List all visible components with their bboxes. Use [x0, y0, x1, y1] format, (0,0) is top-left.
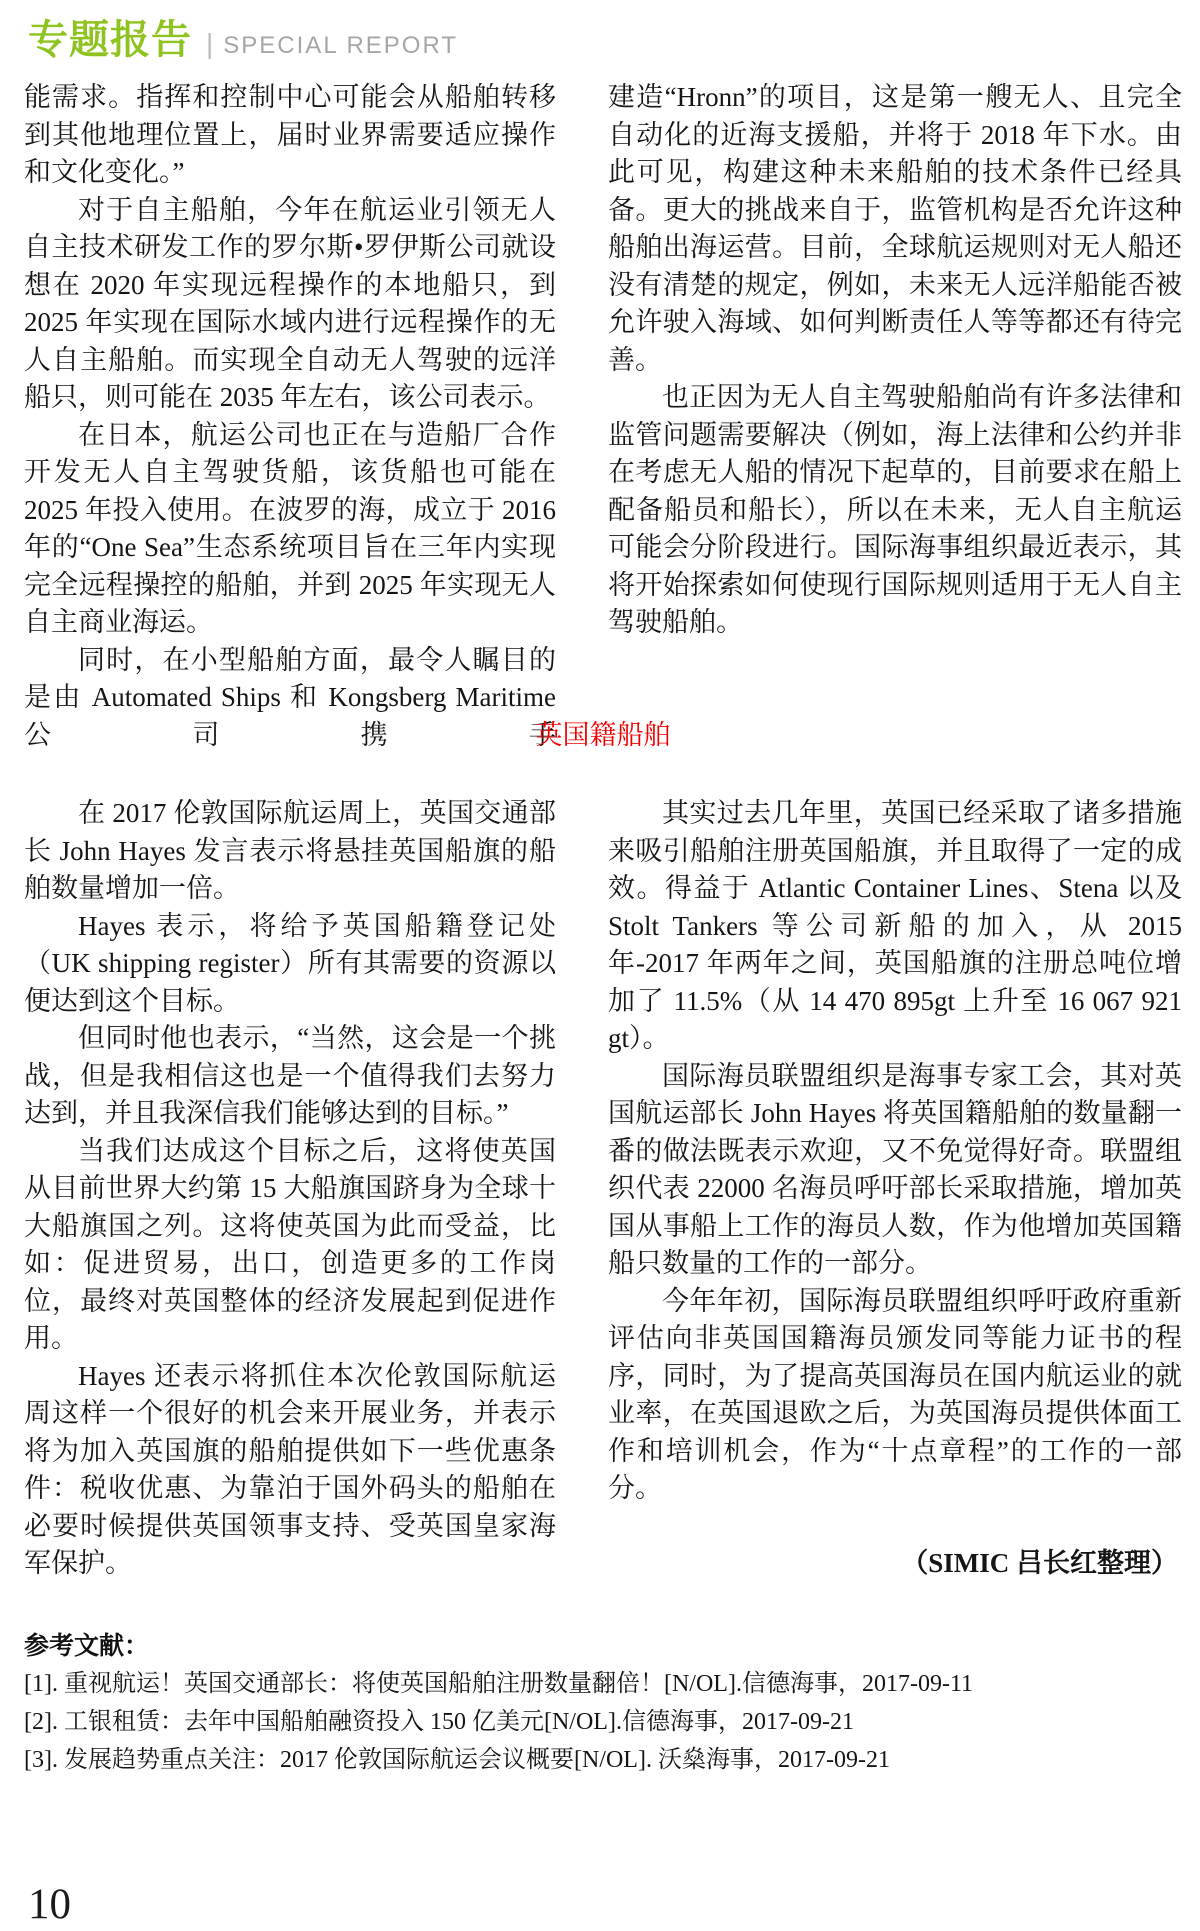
references: [24, 1627, 1182, 1779]
paragraph: Hayes 表示，将给予英国船籍登记处（UK shipping register）所有其需要的资源以便达到这个目标。: [24, 910, 556, 1016]
paragraph: 今年年初，国际海员联盟组织呼吁政府重新评估向非英国国籍海员颁发同等能力证书的程序，同时，为了提高英国海员在国内航运业的就业率，在英国退欧之后，为英国海员提供体面工作和培训机会，作为“十点章程”的工作的一部分。: [608, 1285, 1182, 1503]
reference-item: [1]. 重视航运！英国交通部长：将使英国船舶注册数量翻倍！[N/OL].信德海事，2017-09-11: [24, 1671, 974, 1697]
paragraph: 同时，在小型船舶方面，最令人瞩目的是由 Automated Ships 和 Kongsberg Maritime 公司携手: [24, 644, 556, 750]
paragraph: 其实过去几年里，英国已经采取了诸多措施来吸引船舶注册英国船旗，并且取得了一定的成效。得益于 Atlantic Container Lines、Stena 以及 Stolt Tankers 等公司新船的加入，从 2015 年-2017 年两年之间，英国船旗的注册总吨位增加了 11.5%（从 14 470 895gt 上升至 16 067 921 gt）。: [608, 798, 1182, 1053]
section2-left-column: [24, 795, 556, 1583]
paragraph: 能需求。指挥和控制中心可能会从船舶转移到其他地理位置上，届时业界需要适应操作和文化变化。”: [24, 82, 556, 187]
header-title-cn: 专题报告: [28, 18, 192, 62]
page-number: 10: [28, 1881, 71, 1928]
attribution: （SIMIC 吕长红整理）: [901, 1548, 1178, 1578]
references-list: [24, 1665, 1182, 1779]
section-heading: 英国籍船舶: [535, 720, 671, 750]
reference-item: [2]. 工银租赁：去年中国船舶融资投入 150 亿美元[N/OL].信德海事，2017-09-21: [24, 1709, 854, 1735]
section2-right-paragraphs: [608, 795, 1182, 1508]
paragraph: 当我们达成这个目标之后，这将使英国从目前世界大约第 15 大船旗国跻身为全球十大船旗国之列。这将使英国为此而受益，比如：促进贸易，出口，创造更多的工作岗位，最终对英国整体的经济发展起到促进作用。: [24, 1135, 556, 1353]
section1-right-column: [608, 79, 1182, 754]
reference-item: [3]. 发展趋势重点关注：2017 伦敦国际航运会议概要[N/OL]. 沃燊海事，2017-09-21: [24, 1747, 890, 1773]
paragraph: 建造“Hronn”的项目，这是第一艘无人、且完全自动化的近海支援船，并将于 2018 年下水。由此可见，构建这种未来船舶的技术条件已经具备。更大的挑战来自于，监管机构是否允许这种船舶出海运营。目前，全球航运规则对无人船还没有清楚的规定，例如，未来无人远洋船能否被允许驶入海域、如何判断责任人等等都还有待完善。: [608, 82, 1182, 375]
section1: [24, 79, 1182, 754]
page-header: [28, 8, 458, 65]
paragraph: 在 2017 伦敦国际航运周上，英国交通部长 John Hayes 发言表示将悬挂英国船旗的船舶数量增加一倍。: [24, 798, 556, 903]
paragraph: 但同时他也表示，“当然，这会是一个挑战，但是我相信这也是一个值得我们去努力达到，并且我深信我们能够达到的目标。”: [24, 1023, 556, 1128]
paragraph: 也正因为无人自主驾驶船舶尚有许多法律和监管问题需要解决（例如，海上法律和公约并非在考虑无人船的情况下起草的，目前要求在船上配备船员和船长），所以在未来，无人自主航运可能会分阶段进行。国际海事组织最近表示，其将开始探索如何使现行国际规则适用于无人自主驾驶船舶。: [608, 382, 1182, 637]
header-title-en: SPECIAL REPORT: [223, 32, 459, 59]
references-title: 参考文献：: [24, 1632, 150, 1660]
section2: [24, 795, 1182, 1583]
paragraph: 对于自主船舶，今年在航运业引领无人自主技术研发工作的罗尔斯•罗伊斯公司就设想在 2020 年实现远程操作的本地船只，到 2025 年实现在国际水域内进行远程操作的无人自主船舶。而实现全自动无人驾驶的远洋船只，则可能在 2035 年左右，该公司表示。: [24, 194, 556, 412]
paragraph: 在日本，航运公司也正在与造船厂合作开发无人自主驾驶货船，该货船也可能在 2025 年投入使用。在波罗的海，成立于 2016 年的“One Sea”生态系统项目旨在三年内实现完全远程操控的船舶，并到 2025 年实现无人自主商业海运。: [24, 419, 556, 637]
paragraph: Hayes 还表示将抓住本次伦敦国际航运周这样一个很好的机会来开展业务，并表示将为加入英国旗的船舶提供如下一些优惠条件：税收优惠、为靠泊于国外码头的船舶在必要时候提供英国领事支持、受英国皇家海军保护。: [24, 1360, 556, 1578]
section1-left-column: [24, 79, 556, 754]
section2-right-column: [608, 795, 1182, 1583]
header-divider: |: [206, 28, 214, 59]
paragraph: 国际海员联盟组织是海事专家工会，其对英国航运部长 John Hayes 将英国籍船舶的数量翻一番的做法既表示欢迎，又不免觉得好奇。联盟组织代表 22000 名海员呼吁部长采取措施，增加英国从事船上工作的海员人数，作为他增加英国籍船只数量的工作的一部分。: [608, 1060, 1182, 1278]
